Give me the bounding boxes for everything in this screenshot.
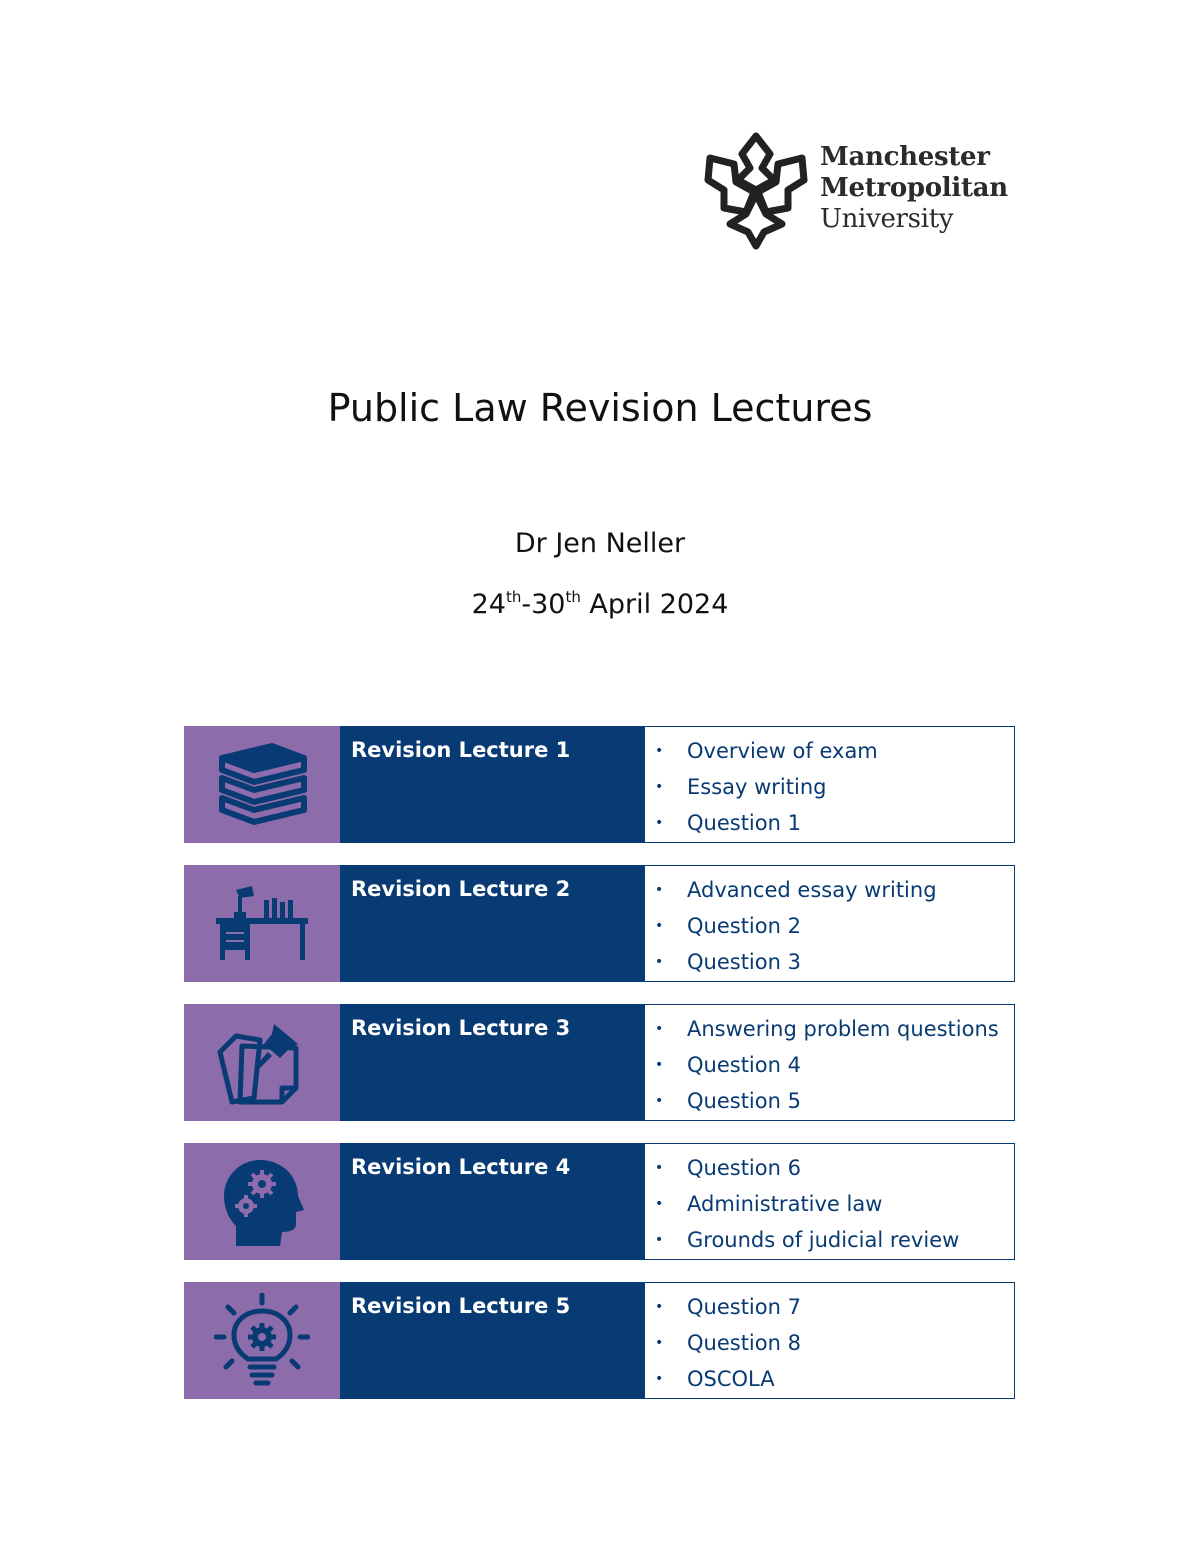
topic-text: Grounds of judicial review [687, 1228, 960, 1252]
topic-item: • OSCOLA [655, 1367, 775, 1391]
lecture-topics [645, 1004, 1015, 1121]
topic-item: • Question 5 [655, 1089, 801, 1113]
desk-icon [212, 884, 312, 964]
topic-item: • Essay writing [655, 775, 827, 799]
date-start-suffix: th [505, 588, 522, 606]
logo-line-1: Manchester [820, 142, 990, 172]
university-logo [700, 128, 1030, 256]
topic-item: • Question 1 [655, 811, 801, 835]
topic-text: Question 3 [687, 950, 801, 974]
lecture-icon-cell [184, 726, 340, 843]
lecture-icon-cell [184, 1143, 340, 1260]
lecture-title: Revision Lecture 4 [351, 1155, 571, 1179]
lecture-title: Revision Lecture 3 [351, 1016, 571, 1040]
lecture-label-cell [340, 1282, 645, 1399]
author: Dr Jen Neller [514, 528, 686, 559]
lecture-label-cell [340, 1004, 645, 1121]
topic-item: • Question 4 [655, 1053, 801, 1077]
date-start: 24 [471, 589, 506, 620]
topic-text: Question 4 [687, 1053, 801, 1077]
topic-item: • Grounds of judicial review [655, 1228, 960, 1252]
lecture-row-4 [184, 1143, 1016, 1260]
lecture-row-3 [184, 1004, 1016, 1121]
lecture-icon-cell [184, 865, 340, 982]
topic-text: Question 5 [687, 1089, 801, 1113]
lecture-topics [645, 865, 1015, 982]
topic-text: Overview of exam [687, 739, 878, 763]
date-end: -30 [521, 589, 566, 620]
lecture-title: Revision Lecture 1 [351, 738, 571, 762]
books-icon [212, 740, 312, 830]
topic-text: Essay writing [687, 775, 827, 799]
pinned-notes-icon [214, 1018, 310, 1108]
topic-item: • Answering problem questions [655, 1017, 999, 1041]
lecture-topics [645, 726, 1015, 843]
lecture-icon-cell [184, 1282, 340, 1399]
university-logo-icon [700, 128, 812, 252]
topic-item: • Advanced essay writing [655, 878, 937, 902]
topic-item: • Question 2 [655, 914, 801, 938]
lecture-title: Revision Lecture 5 [351, 1294, 571, 1318]
topic-text: OSCOLA [687, 1367, 775, 1391]
topic-item: • Question 7 [655, 1295, 801, 1319]
logo-line-2: Metropolitan [820, 173, 1008, 203]
date-end-suffix: th [565, 588, 581, 606]
topic-item: • Question 6 [655, 1156, 801, 1180]
topic-text: Question 7 [687, 1295, 801, 1319]
lecture-label-cell [340, 1143, 645, 1260]
lecture-row-1 [184, 726, 1016, 843]
date-range [0, 588, 1200, 620]
topic-item: • Question 8 [655, 1331, 801, 1355]
topic-text: Question 1 [687, 811, 801, 835]
lecture-icon-cell [184, 1004, 340, 1121]
lightbulb-icon [214, 1293, 310, 1389]
topic-text: Answering problem questions [687, 1017, 999, 1041]
lecture-label-cell [340, 865, 645, 982]
topic-text: Advanced essay writing [687, 878, 937, 902]
lecture-title: Revision Lecture 2 [351, 877, 571, 901]
head-gears-icon [220, 1156, 304, 1248]
lecture-row-5 [184, 1282, 1016, 1399]
topic-text: Administrative law [687, 1192, 883, 1216]
date-month-year: April 2024 [580, 589, 729, 620]
lecture-row-2 [184, 865, 1016, 982]
lecture-topics [645, 1282, 1015, 1399]
topic-item: • Administrative law [655, 1192, 883, 1216]
lecture-label-cell [340, 726, 645, 843]
logo-line-3: University [820, 204, 954, 234]
topic-item: • Question 3 [655, 950, 801, 974]
topic-text: Question 6 [687, 1156, 801, 1180]
document-title: Public Law Revision Lectures [327, 386, 873, 430]
lecture-topics [645, 1143, 1015, 1260]
topic-text: Question 8 [687, 1331, 801, 1355]
topic-item: • Overview of exam [655, 739, 878, 763]
topic-text: Question 2 [687, 914, 801, 938]
